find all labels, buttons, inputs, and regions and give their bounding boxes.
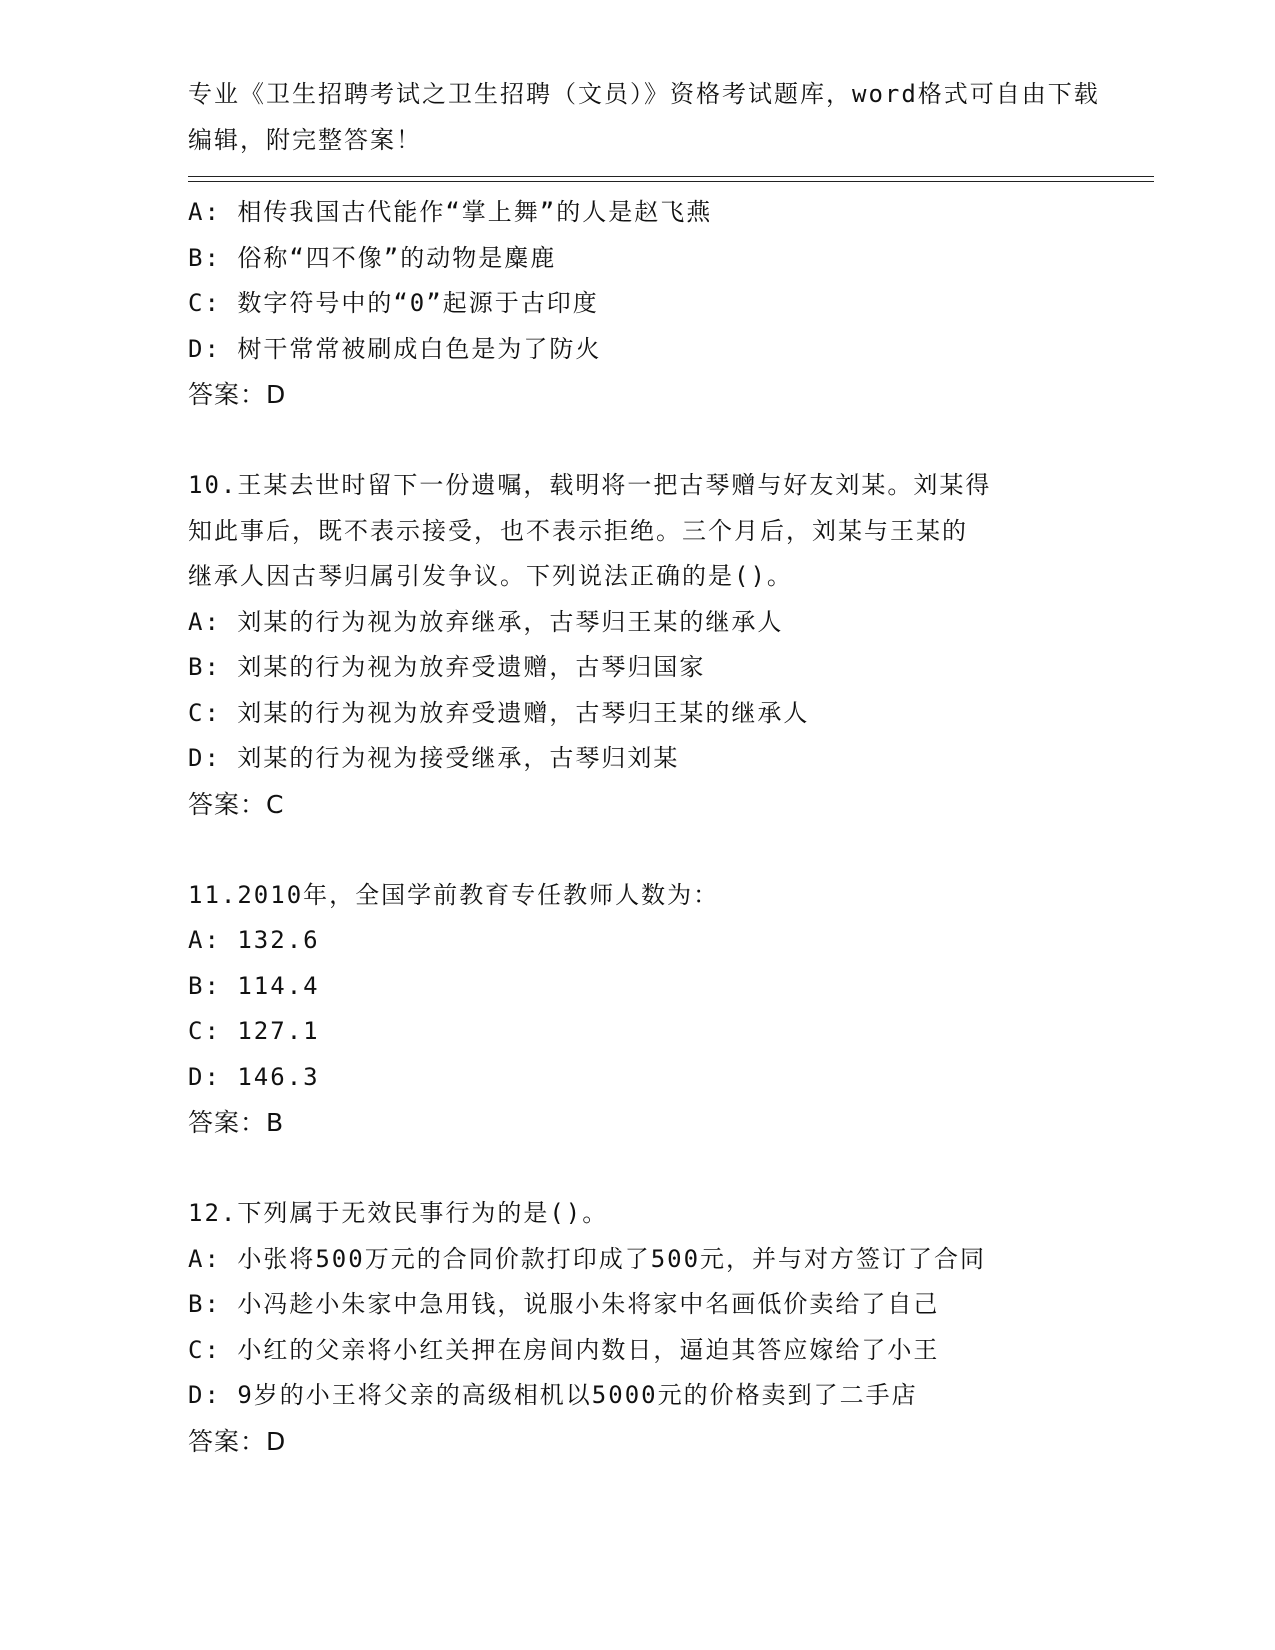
option-c: C: 数字符号中的“0”起源于古印度 bbox=[188, 289, 599, 317]
answer-label: 答案：B bbox=[188, 1108, 285, 1137]
document-header bbox=[188, 72, 1100, 163]
spacer bbox=[188, 827, 1148, 873]
question-stem-line: 继承人因古琴归属引发争议。下列说法正确的是()。 bbox=[188, 562, 793, 590]
option-a: A: 相传我国古代能作“掌上舞”的人是赵飞燕 bbox=[188, 198, 713, 226]
option-c: C: 127.1 bbox=[188, 1017, 320, 1045]
option-b: B: 刘某的行为视为放弃受遗赠，古琴归国家 bbox=[188, 653, 706, 681]
option-d: D: 146.3 bbox=[188, 1062, 320, 1091]
option-a: A: 刘某的行为视为放弃继承，古琴归王某的继承人 bbox=[188, 607, 784, 636]
option-c: C: 刘某的行为视为放弃受遗赠，古琴归王某的继承人 bbox=[188, 698, 810, 727]
question-11 bbox=[188, 873, 1148, 1146]
option-d: D: 树干常常被刷成白色是为了防火 bbox=[188, 334, 602, 363]
question-10 bbox=[188, 463, 1148, 827]
question-list bbox=[188, 190, 1148, 1464]
option-c: C: 小红的父亲将小红关押在房间内数日，逼迫其答应嫁给了小王 bbox=[188, 1335, 940, 1364]
header-divider-bottom bbox=[188, 181, 1154, 182]
option-b: B: 小冯趁小朱家中急用钱，说服小朱将家中名画低价卖给了自己 bbox=[188, 1290, 940, 1318]
header-line-2: 编辑，附完整答案！ bbox=[188, 125, 422, 154]
question-12 bbox=[188, 1191, 1148, 1464]
option-a: A: 小张将500万元的合同价款打印成了500元，并与对方签订了合同 bbox=[188, 1244, 987, 1273]
answer-label: 答案：D bbox=[188, 380, 287, 409]
option-b: B: 114.4 bbox=[188, 971, 320, 1000]
question-stem-line: 12.下列属于无效民事行为的是()。 bbox=[188, 1199, 609, 1227]
answer-label: 答案：D bbox=[188, 1426, 287, 1456]
option-a: A: 132.6 bbox=[188, 926, 320, 954]
header-line-1: 专业《卫生招聘考试之卫生招聘（文员）》资格考试题库，word格式可自由下载 bbox=[188, 80, 1100, 108]
question-stem-line: 10.王某去世时留下一份遗嘱，载明将一把古琴赠与好友刘某。刘某得 bbox=[188, 471, 992, 499]
spacer bbox=[188, 1146, 1148, 1192]
question-stem-line: 11.2010年，全国学前教育专任教师人数为： bbox=[188, 880, 720, 909]
question-9 bbox=[188, 190, 1148, 418]
question-stem-line: 知此事后，既不表示接受，也不表示拒绝。三个月后，刘某与王某的 bbox=[188, 516, 968, 545]
option-d: D: 刘某的行为视为接受继承，古琴归刘某 bbox=[188, 744, 680, 772]
option-b: B: 俗称“四不像”的动物是麋鹿 bbox=[188, 243, 557, 272]
header-divider-top bbox=[188, 176, 1154, 177]
answer-label: 答案：C bbox=[188, 789, 285, 819]
spacer bbox=[188, 418, 1148, 464]
option-d: D: 9岁的小王将父亲的高级相机以5000元的价格卖到了二手店 bbox=[188, 1381, 918, 1409]
